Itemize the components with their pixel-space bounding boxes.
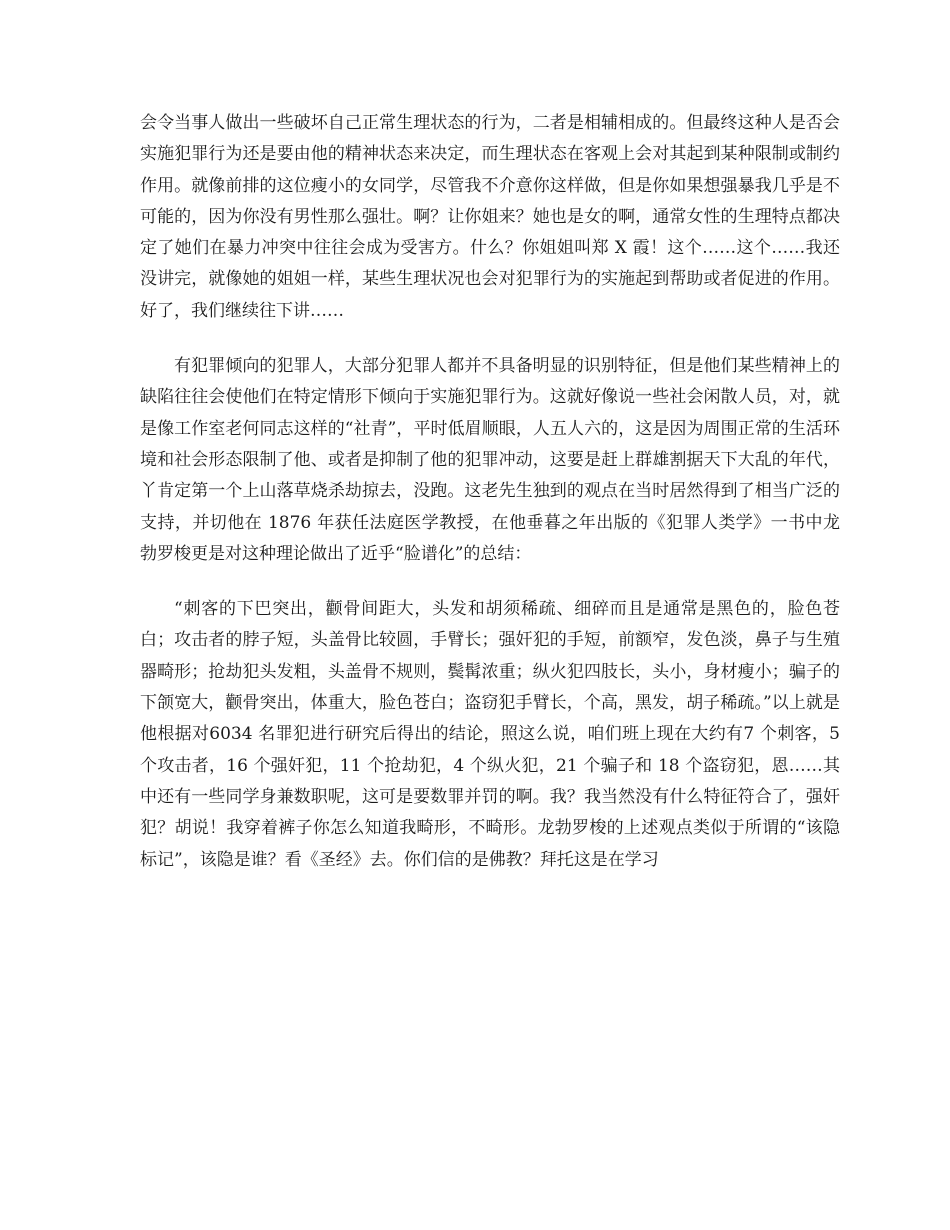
document-page xyxy=(140,108,840,876)
paragraph-1: 会令当事人做出一些破坏自己正常生理状态的行为，二者是相辅相成的。但最终这种人是否会实施犯罪行为还是要由他的精神状态来决定，而生理状态在客观上会对其起到某种限制或制约作用。就像前排的这位瘦小的女同学，尽管我不介意你这样做，但是你如果想强暴我几乎是不可能的，因为你没有男性那么强壮。啊？让你姐来？她也是女的啊，通常女性的生理特点都决定了她们在暴力冲突中往往会成为受害方。什么？你姐姐叫郑 X 霞！这个……这个……我还没讲完，就像她的姐姐一样，某些生理状况也会对犯罪行为的实施起到帮助或者促进的作用。好了，我们继续往下讲…… xyxy=(140,113,840,321)
paragraph-gap xyxy=(140,327,840,351)
paragraph-2: 有犯罪倾向的犯罪人，大部分犯罪人都并不具备明显的识别特征，但是他们某些精神上的缺陷往往会使他们在特定情形下倾向于实施犯罪行为。这就好像说一些社会闲散人员，对，就是像工作室老何同志这样的“社青”，平时低眉顺眼，人五人六的，这是因为周围正常的生活环境和社会形态限制了他、或者是抑制了他的犯罪冲动，这要是赶上群雄割据天下大乱的年代，丫肯定第一个上山落草烧杀劫掠去，没跑。这老先生独到的观点在当时居然得到了相当广泛的支持，并切他在 1876 年获任法庭医学教授，在他垂暮之年出版的《犯罪人类学》一书中龙勃罗梭更是对这种理论做出了近乎“脸谱化”的总结： xyxy=(140,356,840,564)
paragraph-3: “刺客的下巴突出，颧骨间距大，头发和胡须稀疏、细碎而且是通常是黑色的，脸色苍白；攻击者的脖子短，头盖骨比较圆，手臂长；强奸犯的手短，前额窄，发色淡，鼻子与生殖器畸形；抢劫犯头发粗，头盖骨不规则，鬓髯浓重；纵火犯四肢长，头小，身材瘦小；骗子的下颌宽大，颧骨突出，体重大，脸色苍白；盗窃犯手臂长，个高，黑发，胡子稀疏。”以上就是他根据对6034 名罪犯进行研究后得出的结论，照这么说，咱们班上现在大约有7 个刺客，5 个攻击者，16 个强奸犯，11 个抢劫犯，4 个纵火犯，21 个骗子和 18 个盗窃犯，恩……其中还有一些同学身兼数职呢，这可是要数罪并罚的啊。我？我当然没有什么特征符合了，强奸犯？胡说！我穿着裤子你怎么知道我畸形，不畸形。龙勃罗梭的上述观点类似于所谓的“该隐标记”，该隐是谁？看《圣经》去。你们信的是佛教？拜托这是在学习 xyxy=(140,599,840,870)
paragraph-gap xyxy=(140,570,840,594)
